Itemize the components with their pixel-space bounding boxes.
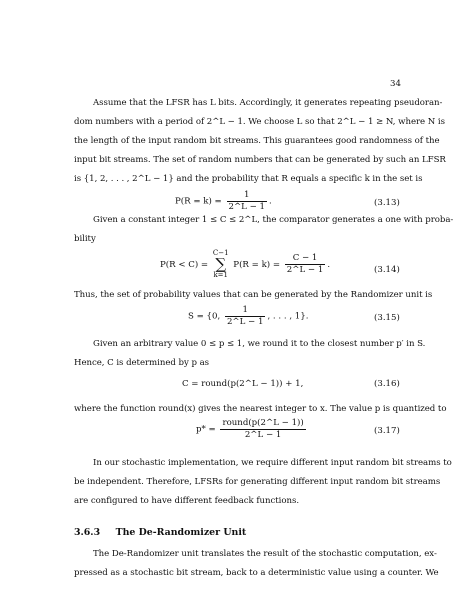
summation-operator xyxy=(213,250,229,279)
fraction xyxy=(220,419,305,439)
section-heading xyxy=(74,527,246,538)
fraction xyxy=(227,191,268,211)
fraction-numerator: round(p(2^L − 1)) xyxy=(222,418,304,428)
text-line: the length of the input random bit streams. This guarantees good randomness of the xyxy=(74,136,440,146)
equation-middle: P(R = k) = xyxy=(233,260,281,270)
fraction-denominator: 2^L − 1 xyxy=(228,201,266,212)
fraction-numerator: 1 xyxy=(227,191,268,202)
equation-tail: . xyxy=(327,260,331,270)
text-line: is {1, 2, . . . , 2^L − 1} and the probability that R equals a specific k in the set is xyxy=(74,174,423,184)
equation-3-15 xyxy=(188,306,308,326)
equation-lhs: P(R < C) = xyxy=(160,260,209,270)
text-line: In our stochastic implementation, we require different input random bit streams to xyxy=(93,458,452,468)
equation-label: (3.13) xyxy=(374,198,400,208)
fraction xyxy=(285,254,326,274)
sum-lower-limit: k=1 xyxy=(213,271,228,279)
paragraph-quantization: where the function round(x) gives the nearest integer to x. The value p is quantized to xyxy=(74,404,447,414)
sum-upper-limit: C−1 xyxy=(212,249,229,257)
equation-lhs: p* = xyxy=(196,424,216,435)
fraction-denominator: 2^L − 1 xyxy=(226,316,264,327)
equation-tail: . xyxy=(269,196,272,207)
equation-lhs: S = {0, xyxy=(188,311,221,322)
sigma-symbol: ∑ xyxy=(215,255,227,273)
text-line: input bit streams. The set of random numbers that can be generated by such an LFSR xyxy=(74,155,446,165)
section-title: The De-Randomizer Unit xyxy=(115,527,247,538)
text-line: Given a constant integer 1 ≤ C ≤ 2^L, the comparator generates a one with proba- xyxy=(93,215,454,225)
equation-label: (3.15) xyxy=(374,313,400,323)
text-line: Assume that the LFSR has L bits. Accordingly, it generates repeating pseudoran- xyxy=(93,98,443,108)
text-line: pressed as a stochastic bit stream, back to a deterministic value using a counter. We xyxy=(74,568,439,578)
text-line: are configured to have different feedback functions. xyxy=(74,496,300,506)
page-number: 34 xyxy=(390,79,401,89)
equation-3-16: C = round(p(2^L − 1)) + 1, xyxy=(182,379,304,389)
equation-label: (3.17) xyxy=(374,426,400,436)
equation-label: (3.14) xyxy=(374,265,400,275)
fraction-numerator: 1 xyxy=(225,306,266,317)
equation-3-13 xyxy=(175,191,272,211)
equation-lhs: P(R = k) = xyxy=(175,196,222,207)
fraction xyxy=(225,306,266,326)
equation-3-17 xyxy=(196,419,308,439)
text-line: dom numbers with a period of 2^L − 1. We choose L so that 2^L − 1 ≥ N, where N is xyxy=(74,117,445,127)
fraction-denominator: 2^L − 1 xyxy=(244,429,282,440)
text-line: The De-Randomizer unit translates the result of the stochastic computation, ex- xyxy=(93,549,437,559)
fraction-denominator: 2^L − 1 xyxy=(286,265,324,275)
text-line: be independent. Therefore, LFSRs for generating different input random bit streams xyxy=(74,477,441,487)
equation-3-14 xyxy=(160,250,330,279)
text-line: Hence, C is determined by p as xyxy=(74,358,210,368)
equation-tail: , . . . , 1}. xyxy=(267,311,309,322)
text-line: bility xyxy=(74,234,96,244)
section-number: 3.6.3 xyxy=(74,527,101,538)
fraction-numerator: C − 1 xyxy=(285,254,326,265)
equation-label: (3.16) xyxy=(374,379,400,389)
paragraph-probability-set: Thus, the set of probability values that can be generated by the Randomizer unit is xyxy=(74,290,433,300)
text-line: Given an arbitrary value 0 ≤ p ≤ 1, we round it to the closest number p′ in S. xyxy=(93,339,426,349)
